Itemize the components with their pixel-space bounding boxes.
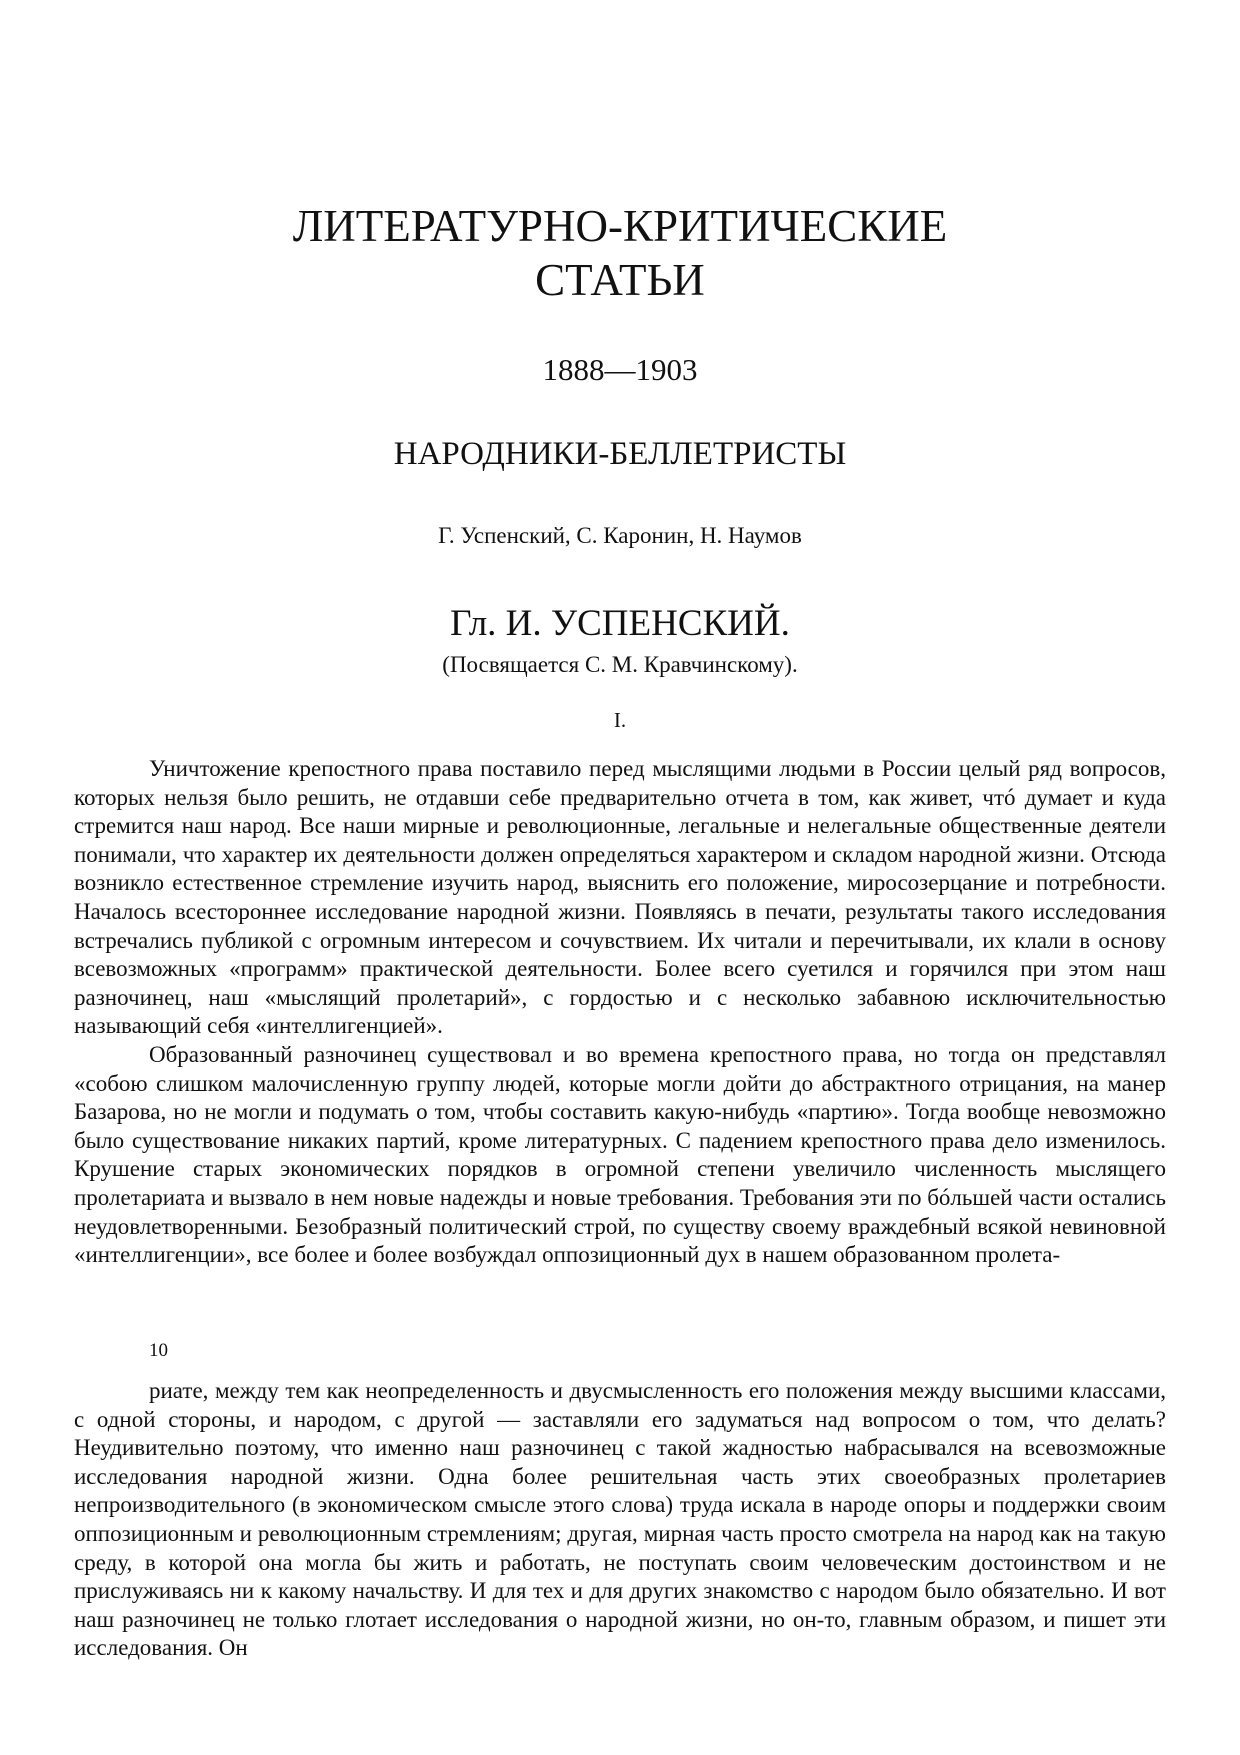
paragraph: риате, между тем как неопределенность и двусмысленность его положения между высшими классами, с одной стороны, и народом, с другой — заставляли его задуматься над вопросом о том, что делать? Неудивительно поэтому, что именно наш разночинец с такой жадностью набрасывался на всевозможные исследования народной жизни. Одна более решительная часть этих своеобразных пролетариев непроизводительного (в экономическом смысле этого слова) труда искала в народе опоры и поддержки своим оппозиционным и революционным стремлениям; другая, мирная часть просто смотрела на народ как на такую среду, в которой она могла бы жить и работать, не поступать своим человеческим достоинством и не прислуживаясь ни к какому начальству. И для тех и для других знакомство с народом было обязательно. И вот наш разночинец не только глотает исследования о народной жизни, но он-то, главным образом, и пишет эти исследования. Он: [74, 1378, 1166, 1661]
dates: 1888—1903: [542, 352, 698, 387]
title-line-1: ЛИТЕРАТУРНО-КРИТИЧЕСКИЕ: [292, 201, 948, 251]
authors: Г. Успенский, С. Каронин, Н. Наумов: [438, 523, 802, 548]
paragraph: Образованный разночинец существовал и во времена крепостного права, но тогда он представлял «собою слишком малочисленную группу людей, которые могли дойти до абстрактного отрицания, на манер Базарова, но не могли и подумать о том, чтобы составить какую-нибудь «партию». Тогда вообще невозможно было существование никаких партий, кроме литературных. С падением крепостного права дело изменилось. Крушение старых экономических порядков в огромной степени увеличило численность мыслящего пролетариата и вызвало в нем новые надежды и новые требования. Требования эти по бóльшей части остались неудовлетворенными. Безобразный политический строй, по существу своему враждебный всякой невиновной «интеллигенции», все более и более возбуждал оппозиционный дух в нашем образованном пролета-: [74, 1041, 1166, 1268]
part-number: I.: [613, 708, 627, 732]
body-text-top: [74, 755, 1166, 1270]
page-number: 10: [149, 1340, 168, 1361]
body-text-bottom: [74, 1377, 1166, 1663]
chapter-title: Гл. И. УСПЕНСКИЙ.: [450, 603, 790, 644]
dedication: (Посвящается С. М. Кравчинскому).: [442, 652, 798, 677]
title-line-2: СТАТЬИ: [535, 255, 705, 305]
section-title: НАРОДНИКИ-БЕЛЛЕТРИСТЫ: [393, 436, 847, 472]
paragraph: Уничтожение крепостного права поставило перед мыслящими людьми в России целый ряд вопросов, которых нельзя было решить, не отдавши себе предварительно отчета в том, как живет, чтó думает и куда стремится наш народ. Все наши мирные и революционные, легальные и нелегальные общественные деятели понимали, что характер их деятельности должен определяться характером и складом народной жизни. Отсюда возникло естественное стремление изучить народ, выяснить его положение, миросозерцание и потребности. Началось всестороннее исследование народной жизни. Появляясь в печати, результаты такого исследования встречались публикой с огромным интересом и сочувствием. Их читали и перечитывали, их клали в основу всевозможных «программ» практической деятельности. Более всего суетился и горячился при этом наш разночинец, наш «мыслящий пролетарий», с гордостью и с несколько забавною исключительностью называющий себя «интеллигенцией».: [74, 756, 1166, 1039]
